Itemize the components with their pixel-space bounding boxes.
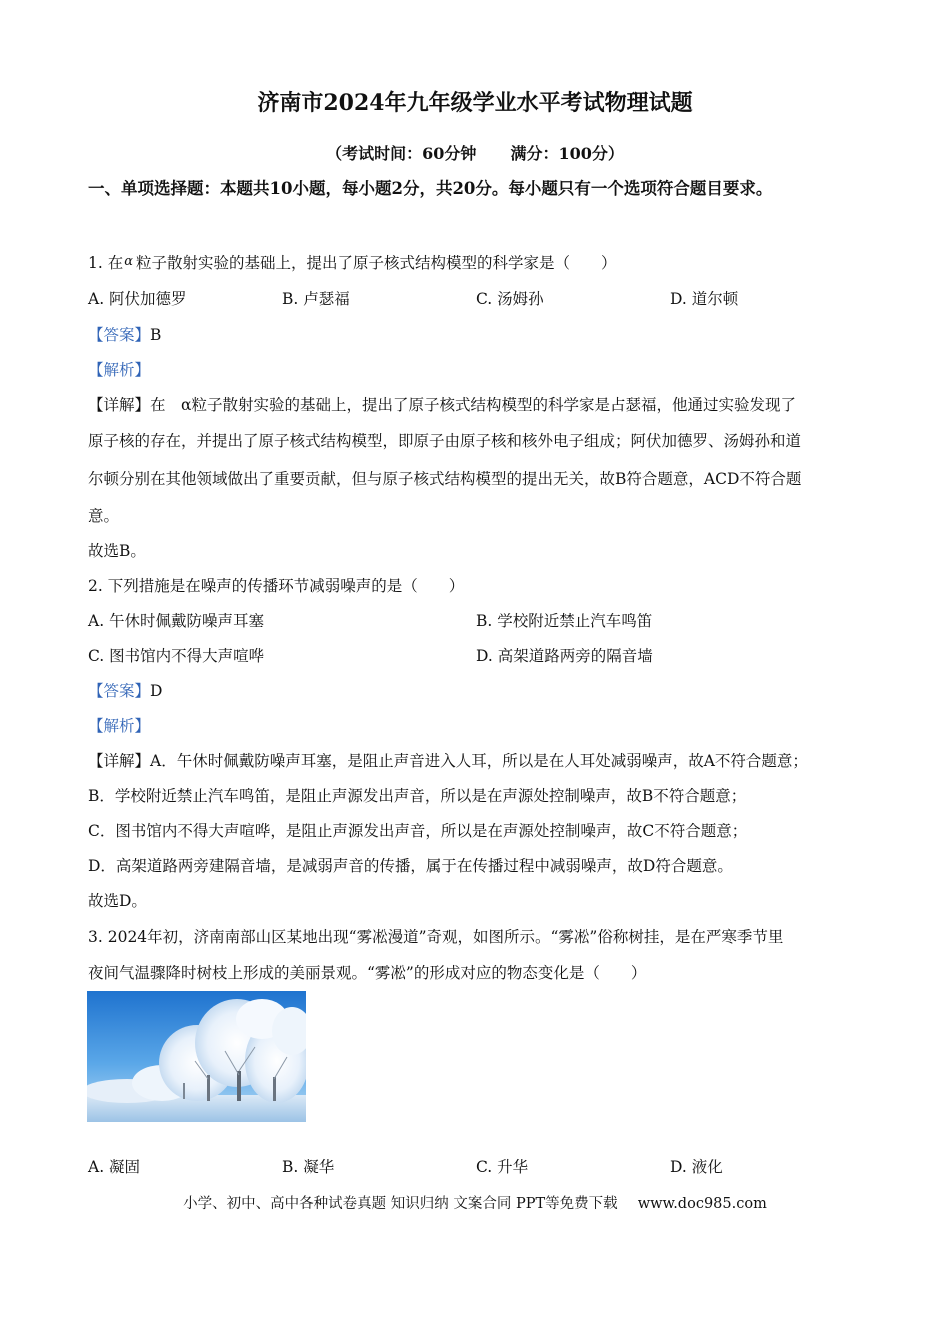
q3-option-d[interactable]: D. 液化 <box>670 1158 723 1176</box>
q3-stem-line-2: 夜间气温骤降时树枝上形成的美丽景观。“雾凇”的形成对应的物态变化是（ ） <box>88 964 647 982</box>
answer-value: B <box>150 326 162 344</box>
q2-answer <box>88 679 162 701</box>
q2-detail-line-1: 【详解】A．午休时佩戴防噪声耳塞，是阻止声音进入人耳，所以是在人耳处减弱噪声，故A不符合题意； <box>88 752 808 770</box>
q1-conclusion: 故选B。 <box>88 542 146 560</box>
q2-conclusion: 故选D。 <box>88 892 147 910</box>
answer-tag: 【答案】 <box>88 326 151 344</box>
q2-analysis-tag: 【解析】 <box>88 717 151 735</box>
answer-value: D <box>150 682 163 700</box>
q1-detail-line-3: 尔顿分别在其他领域做出了重要贡献，但与原子核式结构模型的提出无关，故B符合题意，ACD不符合题 <box>88 470 802 488</box>
q2-detail-line-4: D．高架道路两旁建隔音墙，是减弱声音的传播，属于在传播过程中减弱噪声，故D符合题意。 <box>88 857 733 875</box>
q1-stem: 1. 在α 粒子散射实验的基础上，提出了原子核式结构模型的科学家是（ ） <box>88 254 617 272</box>
q1-answer <box>88 323 161 345</box>
q1-option-b[interactable]: B. 卢瑟福 <box>282 290 350 308</box>
q3-option-b[interactable]: B. 凝华 <box>282 1158 335 1176</box>
rime-trees-photo <box>87 991 306 1122</box>
page-footer <box>0 1192 950 1213</box>
q3-option-a[interactable]: A. 凝固 <box>88 1158 141 1176</box>
full-score: 满分：100分） <box>510 144 624 163</box>
q3-stem-line-1: 3. 2024年初，济南南部山区某地出现“雾凇漫道”奇观，如图所示。“雾凇”俗称树挂，是在严寒季节里 <box>88 928 784 946</box>
q1-option-d[interactable]: D. 道尔顿 <box>670 290 739 308</box>
q2-option-b[interactable]: B. 学校附近禁止汽车鸣笛 <box>476 612 653 630</box>
q1-analysis-tag: 【解析】 <box>88 361 151 379</box>
q2-detail-line-2: B．学校附近禁止汽车鸣笛，是阻止声源发出声音，所以是在声源处控制噪声，故B不符合题意； <box>88 787 747 805</box>
q2-option-d[interactable]: D. 高架道路两旁的隔音墙 <box>476 647 653 665</box>
footer-text: 小学、初中、高中各种试卷真题 知识归纳 文案合同 PPT等免费下载 <box>183 1196 618 1212</box>
q1-option-c[interactable]: C. 汤姆孙 <box>476 290 544 308</box>
q2-option-c[interactable]: C. 图书馆内不得大声喧哗 <box>88 647 265 665</box>
q1-option-a[interactable]: A. 阿伏加德罗 <box>88 290 187 308</box>
section-heading: 一、单项选择题：本题共10小题，每小题2分，共20分。每小题只有一个选项符合题目要求。 <box>88 179 773 198</box>
q2-option-a[interactable]: A. 午休时佩戴防噪声耳塞 <box>88 612 265 630</box>
footer-url[interactable]: www.doc985.com <box>637 1196 767 1212</box>
q1-detail-line-4: 意。 <box>88 507 120 525</box>
q1-detail-line-2: 原子核的存在，并提出了原子核式结构模型，即原子由原子核和核外电子组成；阿伏加德罗、汤姆孙和道 <box>88 432 802 450</box>
q3-option-c[interactable]: C. 升华 <box>476 1158 529 1176</box>
page-title: 济南市2024年九年级学业水平考试物理试题 <box>257 90 693 116</box>
q1-detail-line-1: 【详解】在 α粒子散射实验的基础上，提出了原子核式结构模型的科学家是占瑟福，他通过实验发现了 <box>88 396 796 414</box>
answer-tag: 【答案】 <box>88 682 151 700</box>
q2-stem: 2. 下列措施是在噪声的传播环节减弱噪声的是（ ） <box>88 577 465 595</box>
q2-detail-line-3: C．图书馆内不得大声喧哗，是阻止声源发出声音，所以是在声源处控制噪声，故C不符合题意； <box>88 822 748 840</box>
exam-info <box>0 141 950 164</box>
exam-time: （考试时间：60分钟 <box>326 144 477 163</box>
alpha-symbol: α <box>124 254 133 269</box>
